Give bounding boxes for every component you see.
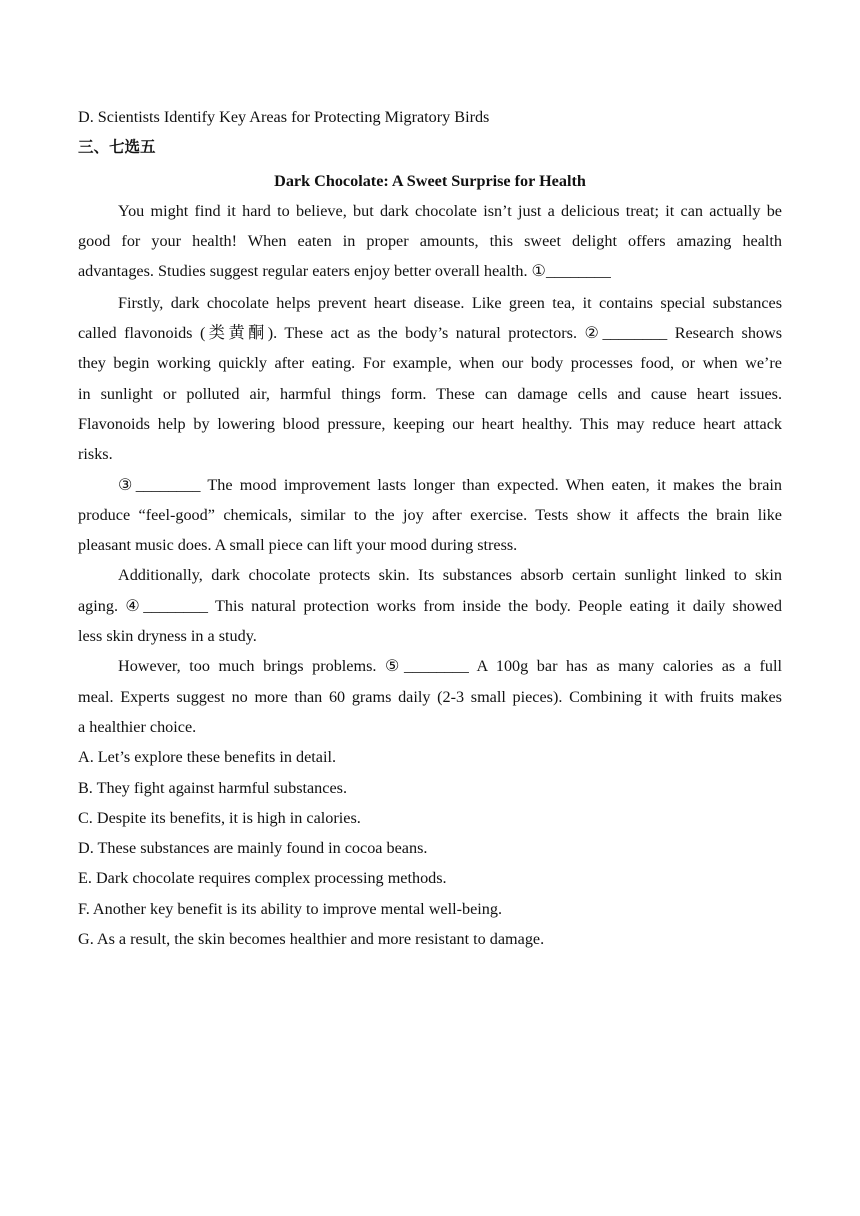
paragraph-line: called flavonoids (类黄酮). These act as the body’s natural protectors. ②________ Research shows [78, 324, 782, 343]
paragraph-2 [78, 288, 782, 470]
paragraph-5 [78, 651, 782, 742]
previous-option-d: D. Scientists Identify Key Areas for Protecting Migratory Birds [78, 108, 490, 126]
paragraph-line: good for your health! When eaten in proper amounts, this sweet delight offers amazing health [78, 232, 782, 251]
paragraph-1 [78, 196, 782, 287]
option-c: C. Despite its benefits, it is high in calories. [78, 808, 361, 827]
paragraph-line: they begin working quickly after eating. For example, when our body processes food, or when we’re [78, 354, 782, 373]
paragraph-line: in sunlight or polluted air, harmful things form. These can damage cells and cause heart issues. [78, 384, 782, 403]
answer-options [78, 742, 782, 954]
paragraph-line: aging. ④________ This natural protection works from inside the body. People eating it daily showed [78, 596, 782, 615]
paragraph-line: However, too much brings problems. ⑤________ A 100g bar has as many calories as a full [118, 657, 782, 676]
paragraph-line: less skin dryness in a study. [78, 627, 257, 646]
paragraph-line: a healthier choice. [78, 717, 197, 736]
paragraph-3 [78, 470, 782, 561]
paragraph-line: You might find it hard to believe, but dark chocolate isn’t just a delicious treat; it can actually be [118, 201, 782, 220]
option-g: G. As a result, the skin becomes healthier and more resistant to damage. [78, 930, 545, 949]
paragraph-line: meal. Experts suggest no more than 60 grams daily (2-3 small pieces). Combining it with fruits makes [78, 687, 782, 706]
paragraph-line: Firstly, dark chocolate helps prevent heart disease. Like green tea, it contains special substances [118, 293, 782, 312]
paragraph-line: Flavonoids help by lowering blood pressure, keeping our heart healthy. This may reduce heart attack [78, 414, 782, 433]
paragraph-line: ③________ The mood improvement lasts longer than expected. When eaten, it makes the brain [118, 475, 782, 494]
option-e: E. Dark chocolate requires complex processing methods. [78, 869, 447, 888]
option-d: D. These substances are mainly found in cocoa beans. [78, 839, 428, 858]
paragraph-line: produce “feel-good” chemicals, similar to the joy after exercise. Tests show it affects the brain like [78, 505, 782, 524]
section-heading: 三、七选五 [78, 138, 156, 157]
paragraph-line: advantages. Studies suggest regular eaters enjoy better overall health. ①________ [78, 262, 611, 281]
document-page [78, 102, 782, 954]
paragraph-line: risks. [78, 445, 113, 464]
option-f: F. Another key benefit is its ability to improve mental well-being. [78, 899, 502, 918]
paragraph-line: pleasant music does. A small piece can lift your mood during stress. [78, 536, 518, 555]
option-b: B. They fight against harmful substances. [78, 778, 347, 797]
paragraph-line: Additionally, dark chocolate protects skin. Its substances absorb certain sunlight linked to skin [118, 566, 782, 585]
article-title: Dark Chocolate: A Sweet Surprise for Health [274, 171, 586, 190]
paragraph-4 [78, 560, 782, 651]
option-a: A. Let’s explore these benefits in detail. [78, 748, 337, 767]
